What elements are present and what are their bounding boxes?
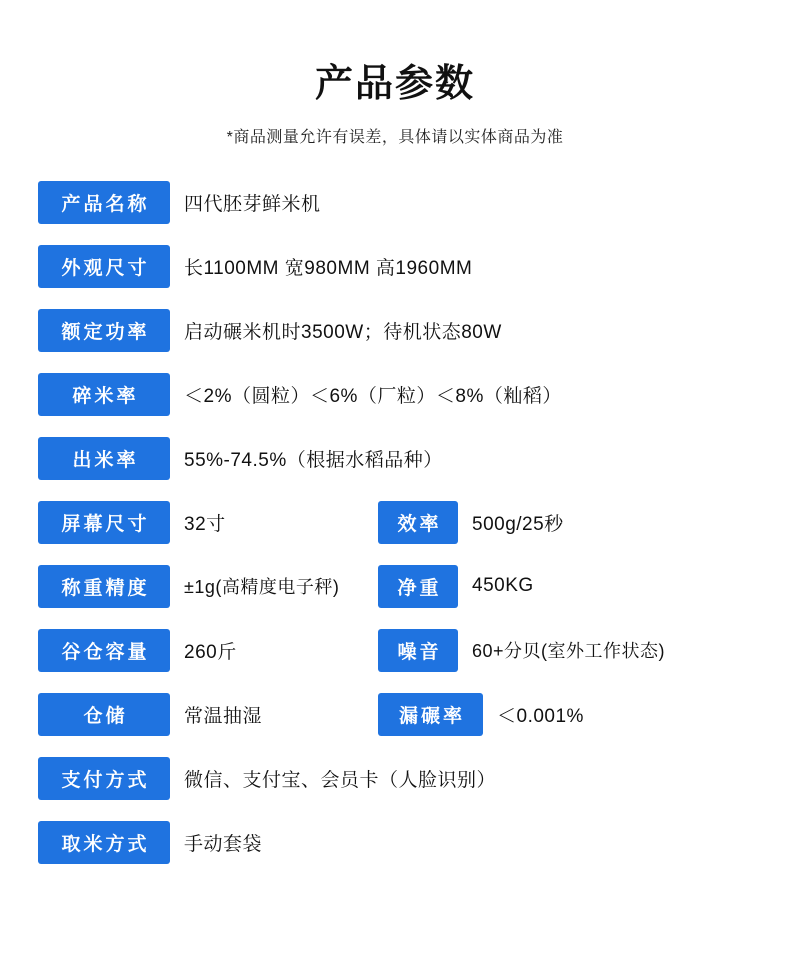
spec-value: ＜0.001%: [497, 705, 584, 727]
spec-value: 常温抽湿: [184, 705, 263, 727]
spec-value: 60+分贝(室外工作状态): [472, 641, 666, 662]
spec-label: 产品名称: [38, 181, 170, 224]
page-subtitle: *商品测量允许有误差，具体请以实体商品为准: [226, 128, 564, 146]
spec-pair: [378, 501, 564, 544]
spec-label: 支付方式: [38, 757, 170, 800]
spec-pair: [38, 437, 443, 480]
spec-label: 取米方式: [38, 821, 170, 864]
spec-value: ＜2%（圆粒）＜6%（厂粒）＜8%（籼稻）: [184, 385, 562, 407]
spec-list: [0, 181, 790, 864]
spec-row: [38, 693, 752, 736]
spec-label: 屏幕尺寸: [38, 501, 170, 544]
spec-value: 启动碾米机时3500W；待机状态80W: [184, 321, 502, 343]
spec-label: 称重精度: [38, 565, 170, 608]
spec-value: 55%-74.5%（根据水稻品种）: [184, 449, 443, 471]
spec-value: 32寸: [184, 513, 226, 535]
spec-row: [38, 821, 752, 864]
spec-label: 漏碾率: [378, 693, 483, 736]
spec-label: 仓储: [38, 693, 170, 736]
spec-pair: [38, 373, 562, 416]
spec-pair: [38, 629, 378, 672]
spec-pair: [38, 821, 262, 864]
spec-value: 500g/25秒: [472, 513, 564, 535]
spec-value: 四代胚芽鲜米机: [184, 193, 321, 215]
spec-row: [38, 181, 752, 224]
spec-pair: [38, 181, 321, 224]
product-spec-sheet: [0, 62, 790, 971]
spec-value: 手动套袋: [184, 833, 263, 855]
spec-row: [38, 309, 752, 352]
spec-value: 长1100MM 宽980MM 高1960MM: [184, 257, 473, 279]
spec-row: [38, 757, 752, 800]
spec-pair: [38, 501, 378, 544]
spec-label: 出米率: [38, 437, 170, 480]
spec-row: [38, 565, 752, 608]
spec-value: 260斤: [184, 641, 237, 663]
spec-pair: [378, 629, 665, 672]
spec-label: 净重: [378, 565, 458, 608]
spec-pair: [38, 693, 378, 736]
spec-row: [38, 501, 752, 544]
spec-pair: [38, 309, 502, 352]
spec-pair: [38, 245, 472, 288]
spec-pair: [378, 693, 584, 736]
spec-value: 微信、支付宝、会员卡（人脸识别）: [184, 769, 497, 791]
spec-label: 碎米率: [38, 373, 170, 416]
spec-row: [38, 245, 752, 288]
spec-pair: [38, 757, 496, 800]
spec-row: [38, 437, 752, 480]
spec-label: 额定功率: [38, 309, 170, 352]
spec-pair: [378, 565, 534, 608]
spec-row: [38, 373, 752, 416]
spec-label: 效率: [378, 501, 458, 544]
spec-label: 噪音: [378, 629, 458, 672]
page-title: 产品参数: [314, 63, 475, 105]
spec-label: 谷仓容量: [38, 629, 170, 672]
spec-label: 外观尺寸: [38, 245, 170, 288]
spec-value: 450KG: [472, 575, 534, 597]
spec-pair: [38, 565, 378, 608]
spec-value: ±1g(高精度电子秤): [184, 577, 340, 598]
spec-row: [38, 629, 752, 672]
